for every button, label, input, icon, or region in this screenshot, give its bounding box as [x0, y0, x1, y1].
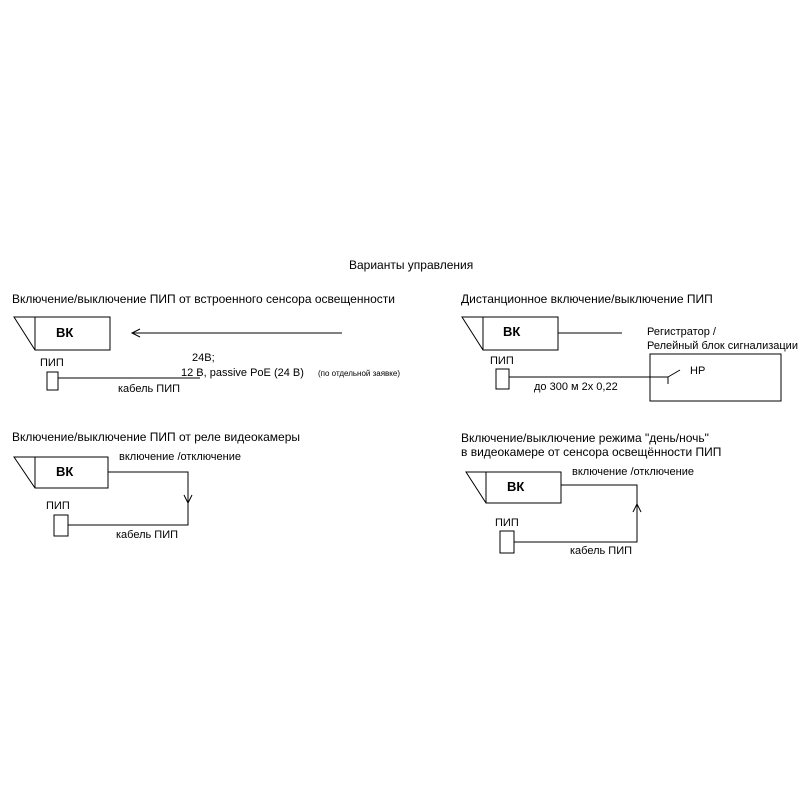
device-label-line1: Регистратор /: [647, 326, 716, 338]
ir-label-2: ПИП: [490, 355, 514, 367]
switch-line-4: [514, 485, 637, 542]
day-night-diagram: [466, 472, 641, 553]
cable-label-1: кабель ПИП: [118, 383, 181, 395]
ir-box-1: [47, 372, 58, 390]
relay-contact: [660, 370, 680, 384]
ir-box-3: [54, 515, 68, 536]
ir-label-3: ПИП: [46, 500, 70, 512]
camera-relay-diagram: [14, 457, 192, 536]
relay-label: НР: [690, 365, 706, 377]
device-label-line2: Релейный блок сигнализации: [647, 340, 798, 352]
power-line-2: 12 В, passive PoE (24 В): [181, 367, 304, 379]
power-note: (по отдельной заявке): [318, 369, 400, 378]
ir-label-1: ПИП: [40, 357, 64, 369]
ir-label-4: ПИП: [495, 517, 519, 529]
registrar-box: [650, 354, 781, 401]
distance-label: до 300 м 2х 0,22: [534, 381, 618, 393]
camera-label-4: ВК: [507, 479, 525, 494]
camera-relay-heading: Включение/выключение ПИП от реле видеокамеры: [12, 430, 301, 444]
ir-box-4: [500, 531, 514, 553]
switch-label-3: включение /отключение: [119, 451, 241, 463]
camera-label-1: ВК: [56, 325, 74, 340]
ir-box-2: [496, 369, 509, 389]
cable-label-3: кабель ПИП: [116, 529, 179, 541]
cable-label-4: кабель ПИП: [570, 545, 633, 557]
switch-line-3: [68, 472, 188, 525]
builtin-sensor-heading: Включение/выключение ПИП от встроенного сенсора освещенности: [12, 292, 395, 306]
remote-heading: Дистанционное включение/выключение ПИП: [461, 292, 713, 306]
day-night-heading-line2: в видеокамере от сенсора освещённости ПИП: [461, 445, 722, 459]
camera-label-2: ВК: [503, 324, 521, 339]
switch-label-4: включение /отключение: [572, 466, 694, 478]
page-title: Варианты управления: [349, 258, 474, 272]
camera-label-3: ВК: [56, 464, 74, 479]
power-line-1: 24В;: [192, 352, 215, 364]
day-night-heading-line1: Включение/выключение режима "день/ночь": [461, 431, 709, 445]
